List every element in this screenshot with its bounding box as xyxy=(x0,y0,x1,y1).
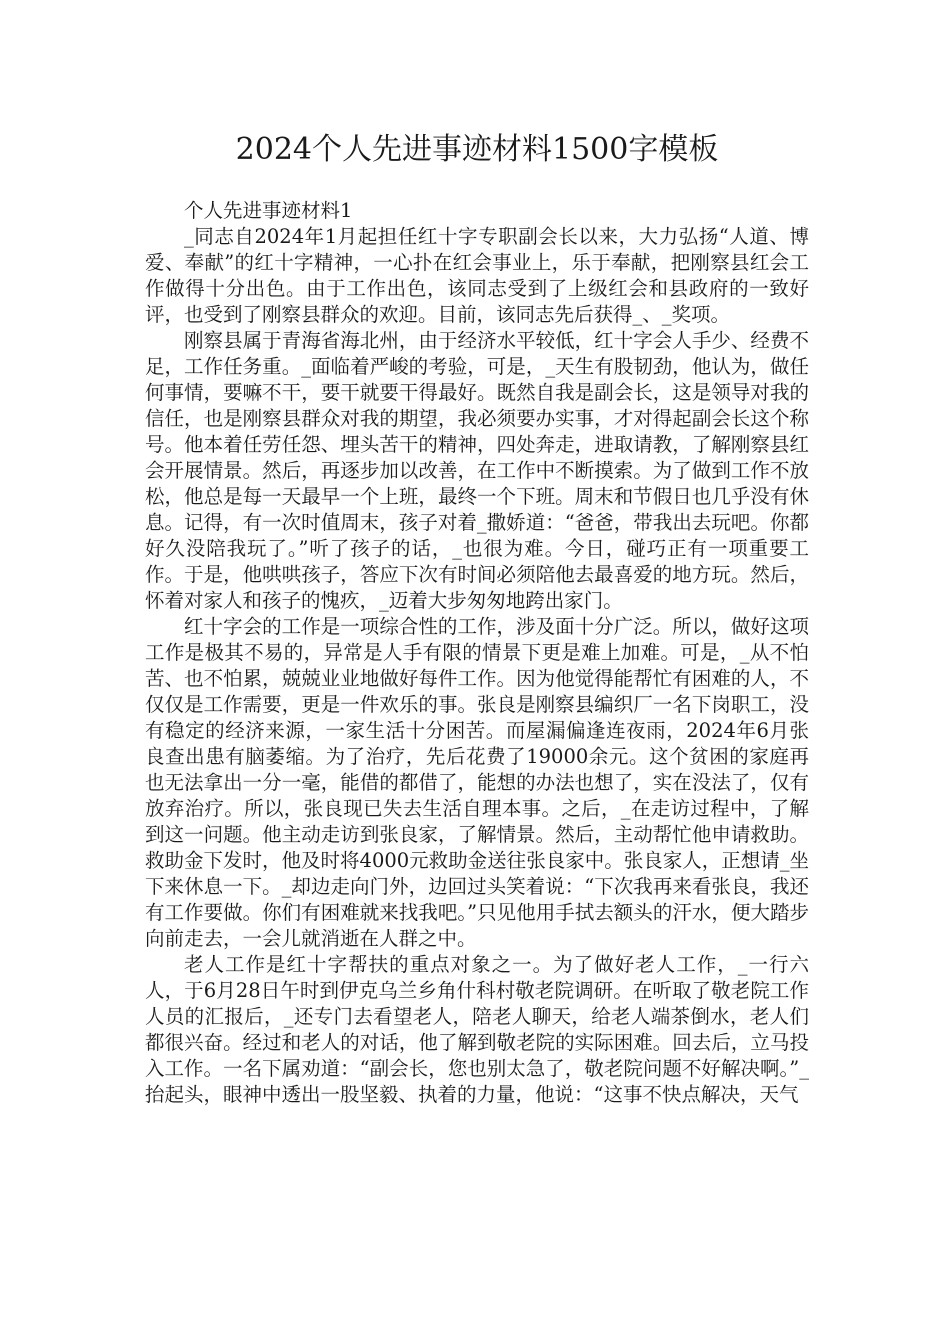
paragraph-4: 老人工作是红十字帮扶的重点对象之一。为了做好老人工作，_一行六人，于6月28日午时到伊克乌兰乡角什科村敬老院调研。在听取了敬老院工作人员的汇报后，_还专门去看望老人，陪老人聊天，给老人端茶倒水，老人们都很兴奋。经过和老人的对话，他了解到敬老院的实际困难。回去后，立马投入工作。一名下属劝道：“副会长，您也别太急了，敬老院问题不好解决啊。”_抬起头，眼神中透出一股坚毅、执着的力量，他说：“这事不快点解决，天气 xyxy=(145,953,809,1106)
paragraph-1: _同志自2024年1月起担任红十字专职副会长以来，大力弘扬“人道、博爱、奉献”的红十字精神，一心扑在红会事业上，乐于奉献，把刚察县红会工作做得十分出色。由于工作出色，该同志受到了上级红会和县政府的一致好评，也受到了刚察县群众的欢迎。目前，该同志先后获得_、_奖项。 xyxy=(145,225,809,326)
document-page xyxy=(145,128,809,1108)
paragraph-2: 刚察县属于青海省海北州，由于经济水平较低，红十字会人手少、经费不足，工作任务重。_面临着严峻的考验，可是，_天生有股韧劲，他认为，做任何事情，要嘛不干，要干就要干得最好。既然自我是副会长，这是领导对我的信任，也是刚察县群众对我的期望，我必须要办实事，才对得起副会长这个称号。他本着任劳任怨、埋头苦干的精神，四处奔走，进取请教，了解刚察县红会开展情景。然后，再逐步加以改善，在工作中不断摸索。为了做到工作不放松，他总是每一天最早一个上班，最终一个下班。周末和节假日也几乎没有休息。记得，有一次时值周末，孩子对着_撒娇道：“爸爸，带我出去玩吧。你都好久没陪我玩了。”听了孩子的话，_也很为难。今日，碰巧正有一项重要工作。于是，他哄哄孩子，答应下次有时间必须陪他去最喜爱的地方玩。然后，怀着对家人和孩子的愧疚，_迈着大步匆匆地跨出家门。 xyxy=(145,329,809,612)
document-title: 2024个人先进事迹材料1500字模板 xyxy=(235,132,719,167)
section-heading: 个人先进事迹材料1 xyxy=(184,199,353,222)
paragraph-3: 红十字会的工作是一项综合性的工作，涉及面十分广泛。所以，做好这项工作是极其不易的，异常是人手有限的情景下更是难上加难。可是，_从不怕苦、也不怕累，兢兢业业地做好每件工作。因为他觉得能帮忙有困难的人，不仅仅是工作需要，更是一件欢乐的事。张良是刚察县编织厂一名下岗职工，没有稳定的经济来源，一家生活十分困苦。而屋漏偏逢连夜雨，2024年6月张良查出患有脑萎缩。为了治疗，先后花费了19000余元。这个贫困的家庭再也无法拿出一分一毫，能借的都借了，能想的办法也想了，实在没法了，仅有放弃治疗。所以，张良现已失去生活自理本事。之后，_在走访过程中，了解到这一问题。他主动走访到张良家，了解情景。然后，主动帮忙他申请救助。救助金下发时，他及时将4000元救助金送往张良家中。张良家人，正想请_坐下来休息一下。_却边走向门外，边回过头笑着说：“下次我再来看张良，我还有工作要做。你们有困难就来找我吧。”只见他用手拭去额头的汗水，便大踏步向前走去，一会儿就消逝在人群之中。 xyxy=(145,615,809,950)
